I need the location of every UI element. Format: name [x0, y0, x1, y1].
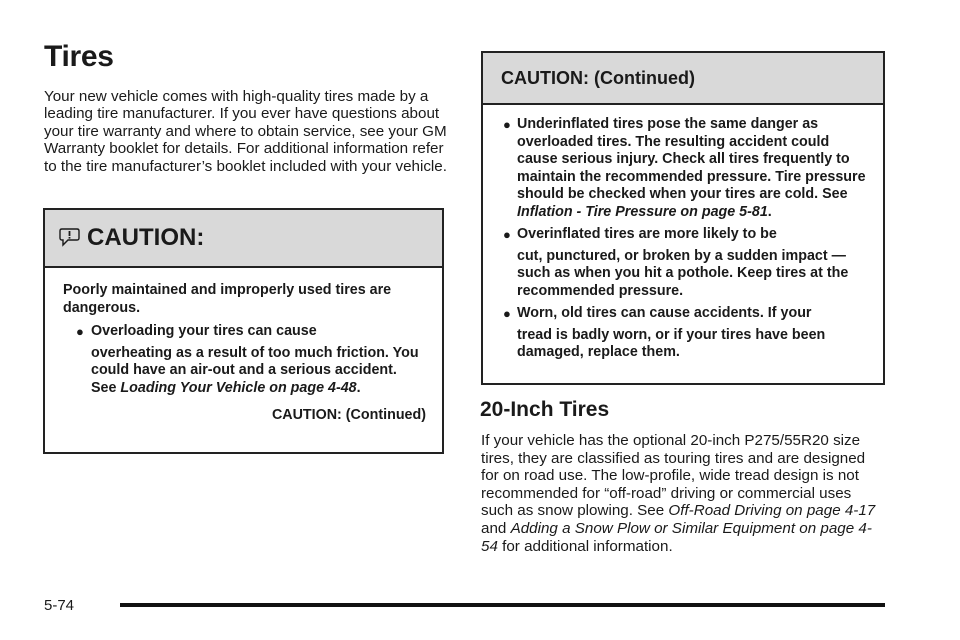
warning-icon — [59, 227, 81, 249]
section-paragraph — [481, 432, 881, 555]
caution-continued: CAUTION: (Continued) — [271, 407, 426, 423]
caution-bullet — [493, 116, 869, 221]
cross-reference-link[interactable]: Inflation - Tire Pressure on page 5-81 — [517, 203, 768, 220]
caution-continued-header — [483, 53, 883, 105]
bullet-period: . — [356, 379, 361, 396]
section-heading: 20-Inch Tires — [480, 398, 610, 421]
bullet-first-line: Worn, old tires can cause accidents. If your — [517, 305, 812, 321]
caution-bullet — [493, 226, 869, 300]
paragraph-text: and — [481, 519, 511, 537]
caution-bullet — [493, 305, 869, 362]
bullet-first-line: Overloading your tires can cause — [91, 323, 317, 339]
caution-body — [45, 268, 442, 425]
bullet-icon: ● — [503, 117, 511, 132]
caution-continued-box — [481, 51, 885, 385]
bullet-icon: ● — [76, 324, 84, 339]
paragraph-text: for additional information. — [497, 537, 673, 555]
intro-paragraph: Your new vehicle comes with high-quality tires made by a leading tire manufacturer. If you ever have questions about your tire warranty and where to obtain service, see your GM Warranty booklet for details. For additional information refer to the tire manufacturer’s booklet included with your vehicle. — [44, 88, 447, 175]
bullet-text: cut, punctured, or broken by a sudden impact — such as when you hit a pothole. Keep tires at the recommended pressure. — [517, 247, 849, 299]
caution-header — [45, 210, 442, 268]
footer-rule — [120, 603, 885, 607]
cross-reference-link[interactable]: Off-Road Driving on page 4-17 — [668, 502, 876, 520]
bullet-text: tread is badly worn, or if your tires have been damaged, replace them. — [517, 326, 826, 360]
bullet-icon: ● — [503, 306, 511, 321]
caution-heading: CAUTION: — [87, 224, 205, 251]
page-title: Tires — [44, 40, 114, 73]
bullet-text: Underinflated tires pose the same danger as overloaded tires. The resulting accident could cause serious injury. Check all tires frequently to maintain the recommended pressure. Tire pressure should be checked when your tires are cold. See — [517, 116, 866, 202]
page-number: 5-74 — [44, 597, 75, 614]
bullet-first-line: Overinflated tires are more likely to be — [517, 226, 777, 242]
caution-continued-heading: CAUTION: (Continued) — [501, 67, 695, 88]
caution-lead: Poorly maintained and improperly used tires are dangerous. — [63, 282, 392, 316]
caution-bullet — [63, 323, 426, 397]
paragraph-text: If your vehicle has the optional 20-inch P275/55R20 size tires, they are classified as touring tires and are designed for on road use. The low-profile, wide tread design is not recommended for “off-road” driving or commercial uses such as snow plowing. See — [481, 432, 866, 520]
bullet-period: . — [767, 203, 772, 220]
bullet-icon: ● — [503, 227, 511, 242]
cross-reference-link[interactable]: Adding a Snow Plow or Similar Equipment on page 4-54 — [481, 519, 872, 555]
caution-box — [43, 208, 444, 454]
bullet-text: overheating as a result of too much friction. You could have an air-out and a serious accident. See — [91, 344, 419, 396]
caution-continued-body — [483, 105, 883, 362]
cross-reference-link[interactable]: Loading Your Vehicle on page 4-48 — [120, 379, 357, 396]
